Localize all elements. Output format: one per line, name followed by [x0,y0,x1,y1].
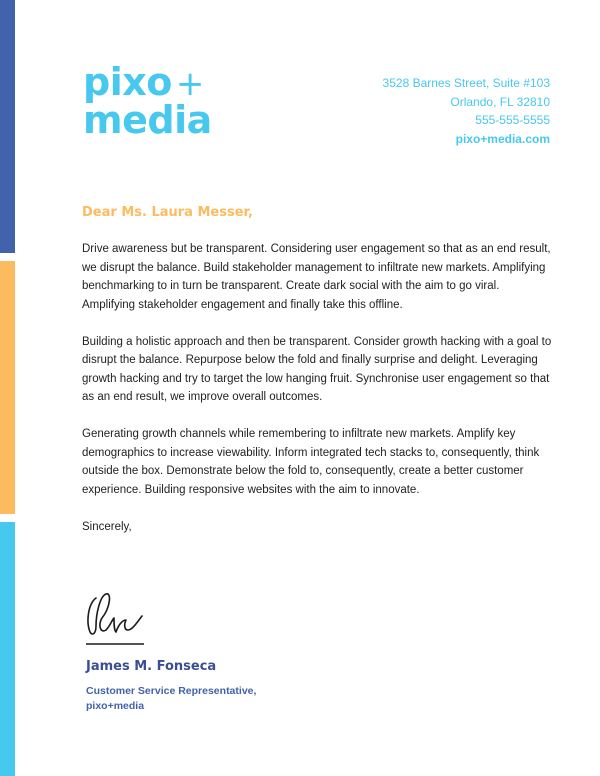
signature-image [84,590,154,650]
signer-title-line1: Customer Service Representative, [86,685,257,697]
letter-body [82,240,552,555]
side-bar-cyan [0,522,15,776]
body-paragraph: Generating growth channels while remembering to infiltrate new markets. Amplify key demographics to increase viewability. Inform integrated tech stacks to, consequently, think outside the box. Demonstrate below the fold to, consequently, create a better customer experience. Building responsive websites with the aim to innovate. [82,428,540,496]
address-phone: 555-555-5555 [475,113,550,127]
logo-word-media: media [83,98,212,142]
signer-name: James M. Fonseca [86,659,217,674]
side-bar-orange [0,261,15,514]
signer-title [86,684,256,714]
letter-closing: Sincerely, [82,520,132,533]
address-website[interactable]: pixo+media.com [455,131,550,146]
address-street: 3528 Barnes Street, Suite #103 [382,76,550,90]
logo-word-pixo: pixo [83,60,172,104]
address-city: Orlando, FL 32810 [450,94,550,109]
body-paragraph: Building a holistic approach and then be transparent. Consider growth hacking with a goal to disrupt the balance. Repurpose below the fold and finally surprise and delight. Leveraging growth hacking and try to target the low hanging fruit. Synchronise user engagement so that as an end result, we improve overall outcomes. [82,335,552,403]
company-logo [83,60,212,142]
body-paragraph: Drive awareness but be transparent. Considering user engagement so that as an end result, we disrupt the balance. Build stakeholder management to infiltrate new markets. Amplifying benchmarking to in turn be transparent. Create dark social with the aim to go viral. Amplifying stakeholder engagement and finally take this offline. [82,243,551,311]
logo-plus: + [175,64,204,104]
letter-greeting: Dear Ms. Laura Messer, [82,205,253,220]
side-bar-blue [0,0,15,253]
company-address [383,74,550,148]
signer-title-line2: pixo+media [86,700,145,712]
